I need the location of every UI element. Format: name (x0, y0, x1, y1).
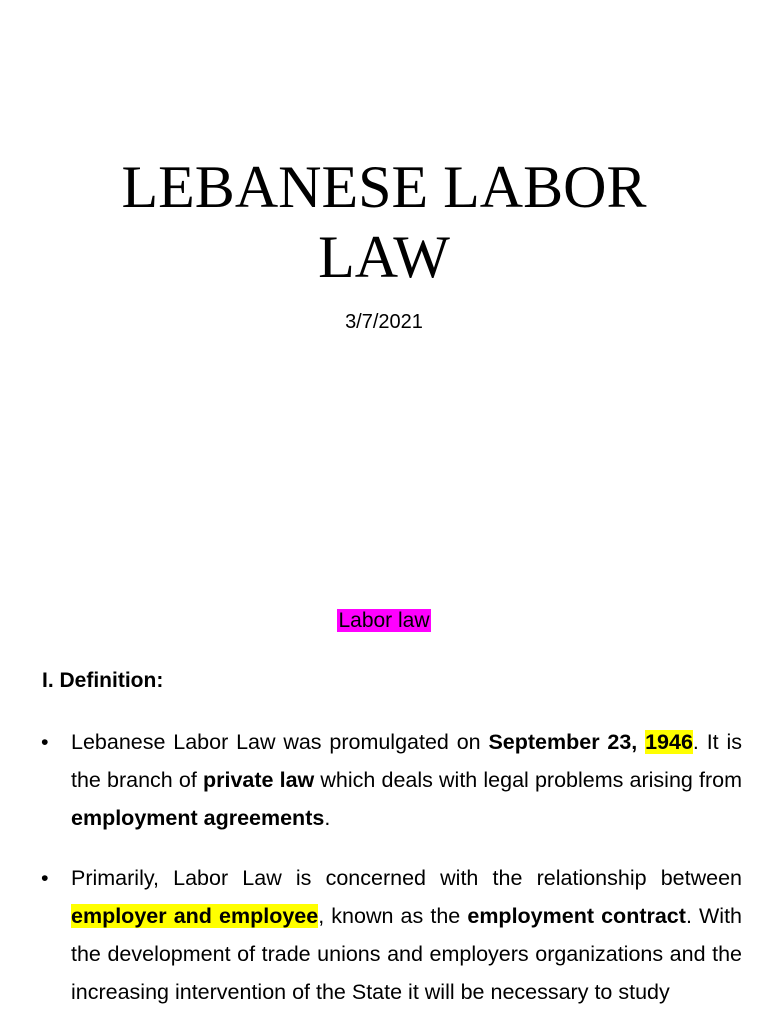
bullet-2-text-2: , known as the (318, 904, 468, 928)
bullet-1-bold-employment-agreements: employment agreements (71, 806, 325, 830)
title-line-1: LEBANESE LABOR (121, 154, 647, 220)
bullet-1-bold-date: September 23, (488, 730, 638, 754)
bullet-item (71, 723, 742, 837)
bullet-2-text-3: . With the development of trade unions and employers organizations and the increasing intervention of the State it will be necessary to study (71, 904, 743, 1004)
bullet-2-bold-employer-employee: employer and employee (71, 904, 319, 928)
bullet-2-text-1: Primarily, Labor Law is concerned with the relationship between (71, 866, 742, 890)
bullet-item (71, 859, 742, 1011)
bullet-1-text-1: Lebanese Labor Law was promulgated on (71, 730, 489, 754)
bullet-1-text-4: . (324, 806, 331, 830)
bullet-1-bold-private-law: private law (202, 768, 315, 792)
document-date: 3/7/2021 (345, 311, 423, 333)
definition-bullet-list (0, 723, 768, 1033)
section-heading (0, 606, 768, 636)
bullet-1-text-3: which deals with legal problems arising from (314, 768, 742, 792)
definition-subheading: I. Definition: (42, 669, 164, 692)
bullet-1-bold-year: 1946 (645, 730, 693, 754)
title-line-2: LAW (318, 224, 450, 290)
section-heading-label: Labor law (338, 609, 430, 632)
bullet-1-text-2: . It is the branch of (71, 730, 742, 792)
document-title (0, 152, 768, 292)
bullet-2-bold-employment-contract: employment contract (467, 904, 686, 928)
